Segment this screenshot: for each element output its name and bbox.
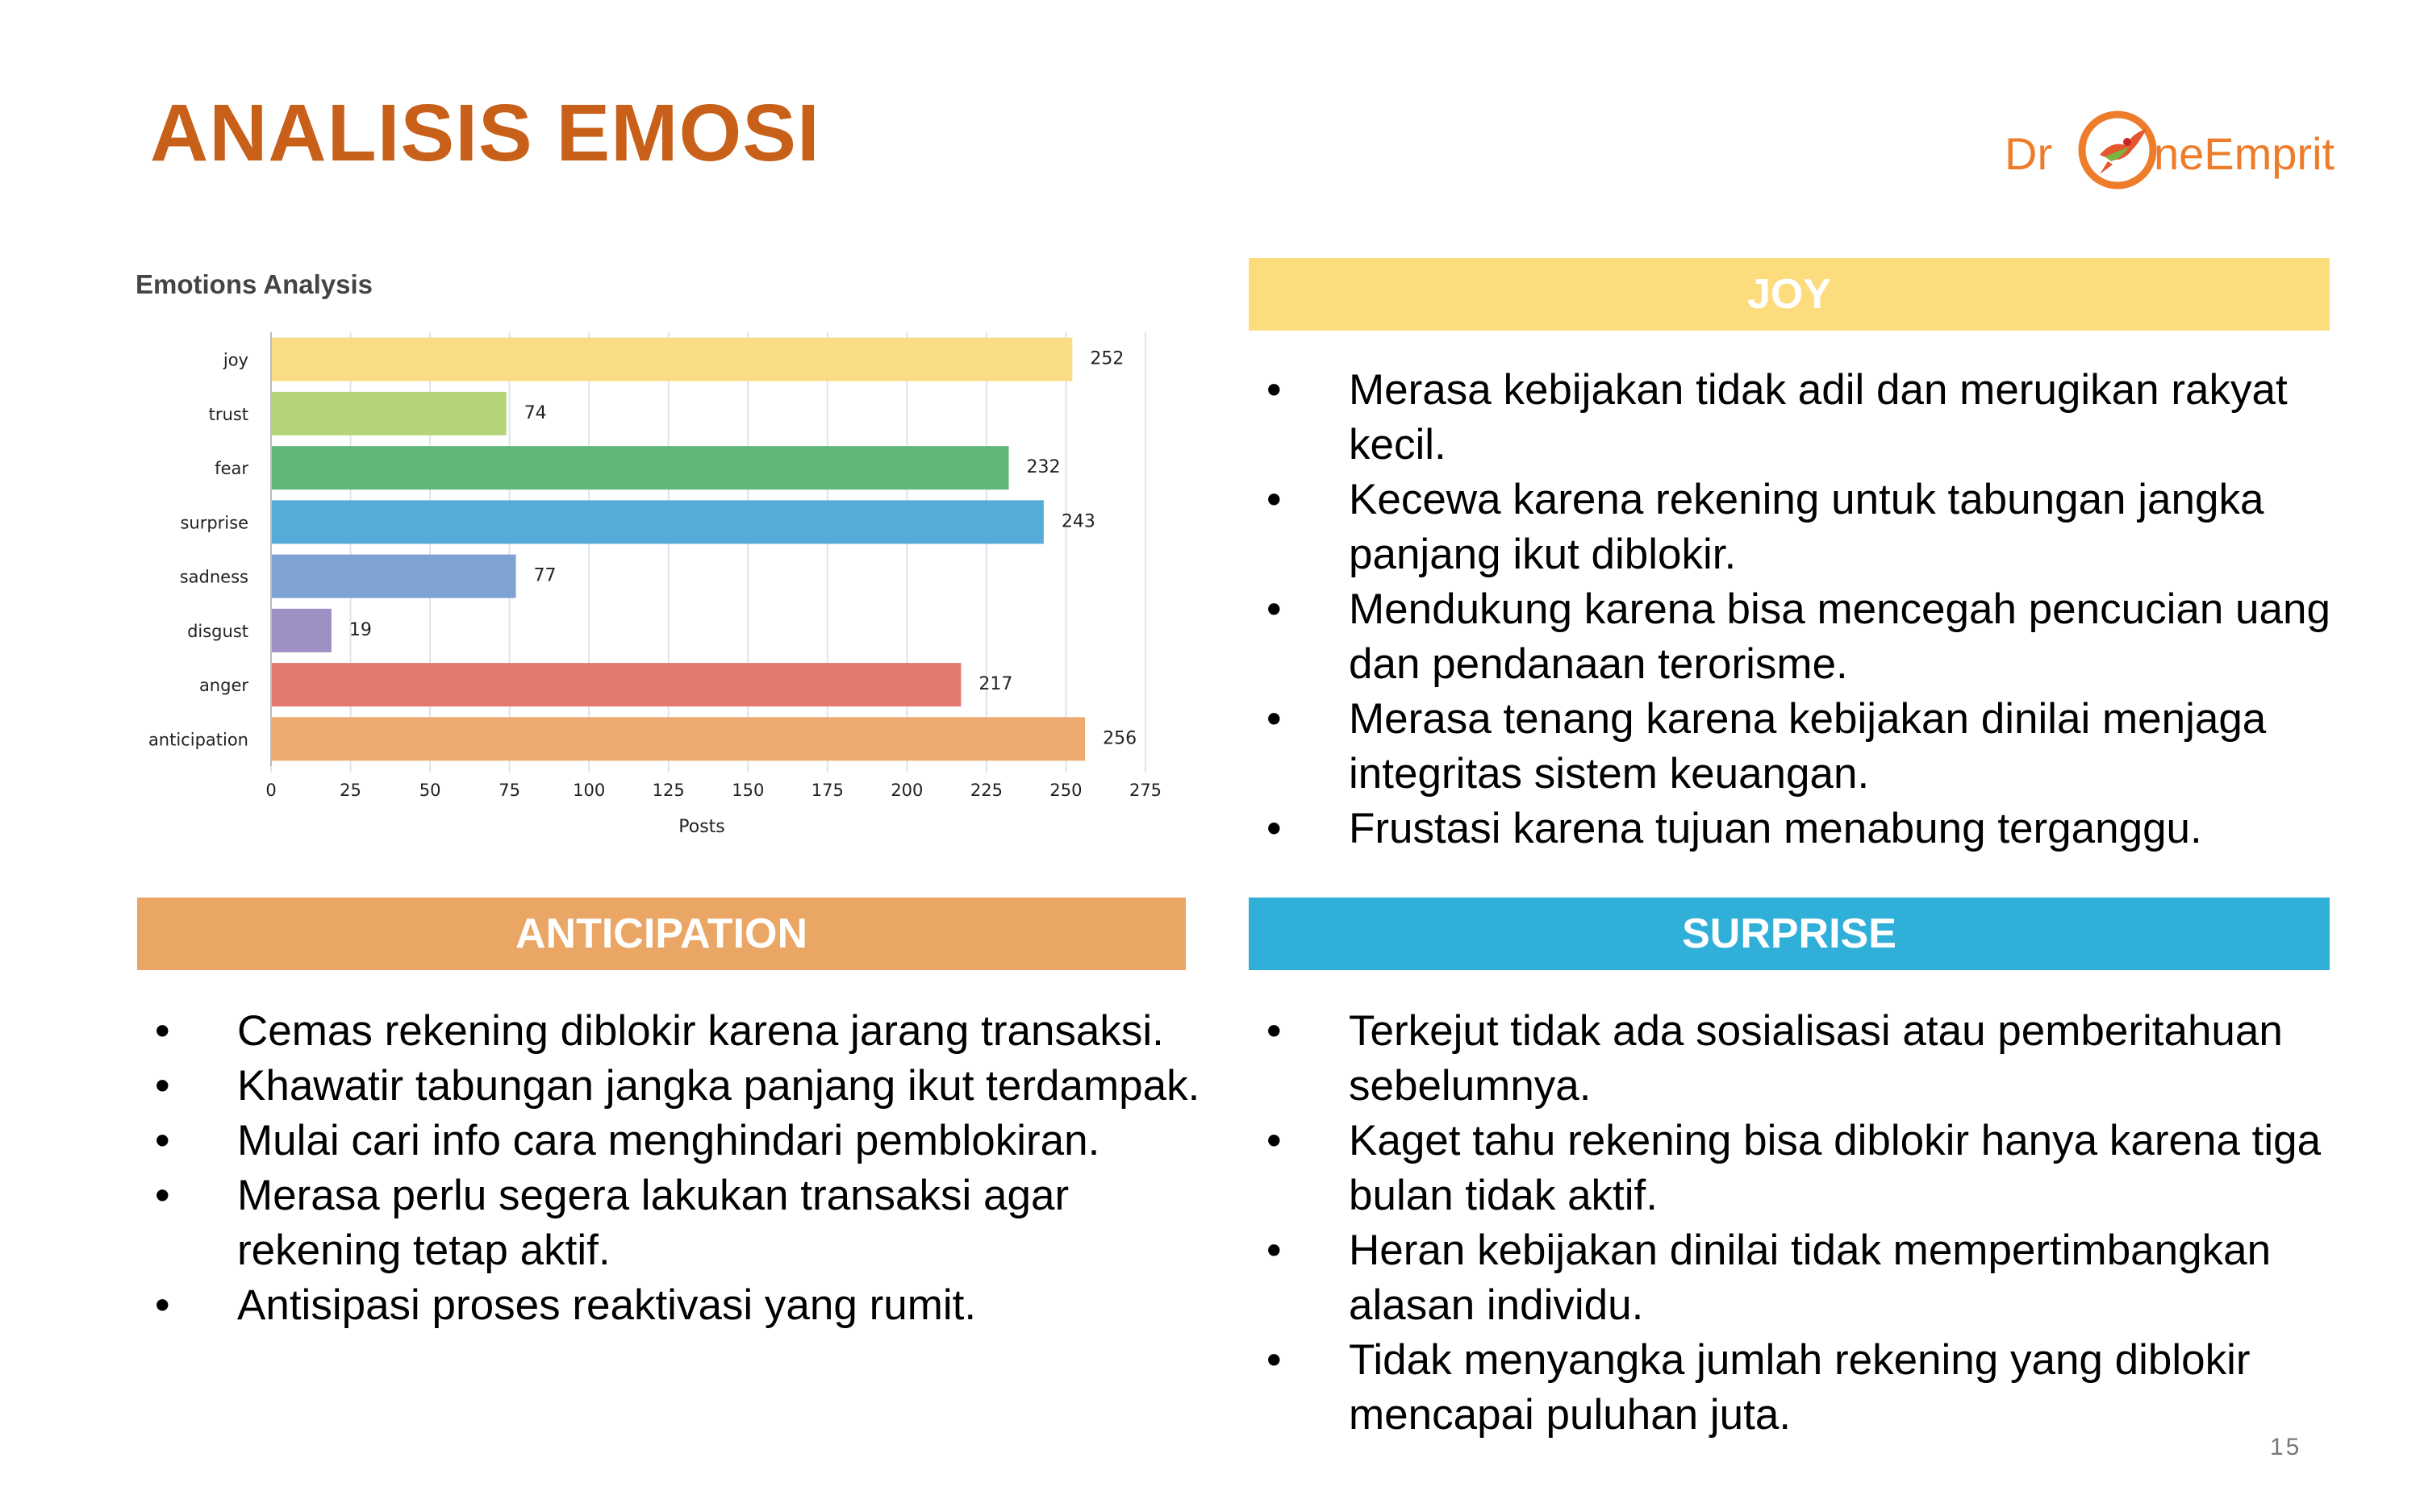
bullet-text: Terkejut tidak ada sosialisasi atau pemberitahuan sebelumnya. xyxy=(1349,1007,2283,1110)
logo-text-prefix: Dr xyxy=(2005,128,2053,179)
bullet-text: Khawatir tabungan jangka panjang ikut terdampak. xyxy=(237,1062,1200,1110)
bar-fear xyxy=(272,446,1009,489)
data-label: 243 xyxy=(1061,511,1095,532)
bullet-marker: • xyxy=(155,1062,170,1110)
bullet-text: Kaget tahu rekening bisa diblokir hanya karena tiga bulan tidak aktif. xyxy=(1349,1117,2322,1219)
bullet-text: Merasa perlu segera lakukan transaksi agar rekening tetap aktif. xyxy=(237,1172,1070,1274)
bullet-text: Merasa tenang karena kebijakan dinilai menjaga integritas sistem keuangan. xyxy=(1349,695,2267,798)
category-label: trust xyxy=(208,404,248,424)
bullet-marker: • xyxy=(1266,366,1282,414)
bullet-marker: • xyxy=(155,1281,170,1329)
chart-title: Emotions Analysis xyxy=(136,269,373,299)
category-label: joy xyxy=(223,350,248,370)
category-label: surprise xyxy=(180,513,248,533)
x-tick-label: 25 xyxy=(340,781,361,800)
category-label: disgust xyxy=(187,621,248,641)
x-tick-label: 200 xyxy=(891,781,924,800)
category-label: anger xyxy=(198,676,248,696)
bullet-marker: • xyxy=(1266,805,1282,852)
data-label: 19 xyxy=(348,619,372,640)
bullet-text: Heran kebijakan dinilai tidak mempertimbangkan alasan individu. xyxy=(1349,1227,2272,1329)
bullet-text: Kecewa karena rekening untuk tabungan jangka panjang ikut diblokir. xyxy=(1349,476,2264,578)
logo-text-suffix: neEmprit xyxy=(2154,128,2335,179)
bullet-text: Merasa kebijakan tidak adil dan merugikan rakyat kecil. xyxy=(1349,366,2288,469)
bullet-text: Mendukung karena bisa mencegah pencucian uang dan pendanaan terorisme. xyxy=(1349,585,2330,688)
data-label: 256 xyxy=(1103,728,1137,749)
anticipation-heading: ANTICIPATION xyxy=(137,898,1186,970)
joy-bullet-list xyxy=(1249,363,2362,856)
x-tick-label: 0 xyxy=(265,781,277,800)
data-label: 252 xyxy=(1090,348,1124,369)
bar-trust xyxy=(272,392,507,435)
surprise-heading: SURPRISE xyxy=(1249,898,2330,970)
x-tick-label: 50 xyxy=(419,781,441,800)
bullet-marker: • xyxy=(155,1172,170,1219)
bullet-marker: • xyxy=(155,1007,170,1055)
joy-bullet-item xyxy=(1249,802,2362,856)
bar-anger xyxy=(272,663,961,706)
data-label: 74 xyxy=(524,402,547,423)
surprise-bullet-item xyxy=(1249,1333,2362,1443)
category-label: fear xyxy=(215,459,248,479)
anticipation-bullet-list xyxy=(137,1004,1210,1333)
x-tick-label: 275 xyxy=(1129,781,1162,800)
anticipation-bullet-item xyxy=(137,1168,1210,1278)
bar-disgust xyxy=(272,609,332,652)
page-title: ANALISIS EMOSI xyxy=(150,88,820,178)
surprise-bullet-item xyxy=(1249,1114,2362,1223)
x-tick-label: 150 xyxy=(732,781,765,800)
data-label: 232 xyxy=(1026,457,1061,478)
anticipation-bullet-item xyxy=(137,1278,1210,1333)
bullet-marker: • xyxy=(1266,695,1282,743)
bullet-marker: • xyxy=(1266,585,1282,633)
anticipation-bullet-item xyxy=(137,1114,1210,1168)
surprise-bullet-list xyxy=(1249,1004,2362,1443)
x-tick-label: 125 xyxy=(652,781,685,800)
joy-bullet-item xyxy=(1249,363,2362,473)
bullet-text: Cemas rekening diblokir karena jarang transaksi. xyxy=(237,1007,1164,1055)
x-tick-label: 175 xyxy=(811,781,844,800)
category-label: anticipation xyxy=(148,730,248,750)
bullet-marker: • xyxy=(1266,1007,1282,1055)
bullet-marker: • xyxy=(155,1117,170,1164)
anticipation-bullet-item xyxy=(137,1004,1210,1059)
bullet-marker: • xyxy=(1266,476,1282,523)
bullet-marker: • xyxy=(1266,1117,1282,1164)
bullet-marker: • xyxy=(1266,1227,1282,1274)
bar-surprise xyxy=(272,500,1044,544)
bar-anticipation xyxy=(272,717,1085,760)
x-tick-label: 100 xyxy=(573,781,606,800)
category-label: sadness xyxy=(179,567,248,587)
bullet-marker: • xyxy=(1266,1336,1282,1384)
page-number: 15 xyxy=(2270,1434,2302,1460)
joy-bullet-item xyxy=(1249,473,2362,582)
anticipation-bullet-item xyxy=(137,1059,1210,1114)
x-tick-label: 75 xyxy=(499,781,521,800)
bullet-text: Antisipasi proses reaktivasi yang rumit. xyxy=(237,1281,977,1329)
bar-joy xyxy=(272,338,1072,381)
x-tick-label: 250 xyxy=(1049,781,1083,800)
joy-heading: JOY xyxy=(1249,258,2330,331)
bullet-text: Frustasi karena tujuan menabung terganggu. xyxy=(1349,805,2202,852)
data-label: 217 xyxy=(978,674,1013,695)
x-axis-title: Posts xyxy=(678,817,725,837)
bar-sadness xyxy=(272,555,516,598)
x-tick-label: 225 xyxy=(970,781,1003,800)
bullet-text: Mulai cari info cara menghindari pemblokiran. xyxy=(237,1117,1100,1164)
data-label: 77 xyxy=(533,565,557,586)
surprise-bullet-item xyxy=(1249,1004,2362,1114)
bird-logo-icon xyxy=(2076,108,2159,192)
emotions-bar-chart xyxy=(0,0,1210,855)
surprise-bullet-item xyxy=(1249,1223,2362,1333)
bullet-text: Tidak menyangka jumlah rekening yang diblokir mencapai puluhan juta. xyxy=(1349,1336,2251,1439)
joy-bullet-item xyxy=(1249,582,2362,692)
joy-bullet-item xyxy=(1249,692,2362,802)
